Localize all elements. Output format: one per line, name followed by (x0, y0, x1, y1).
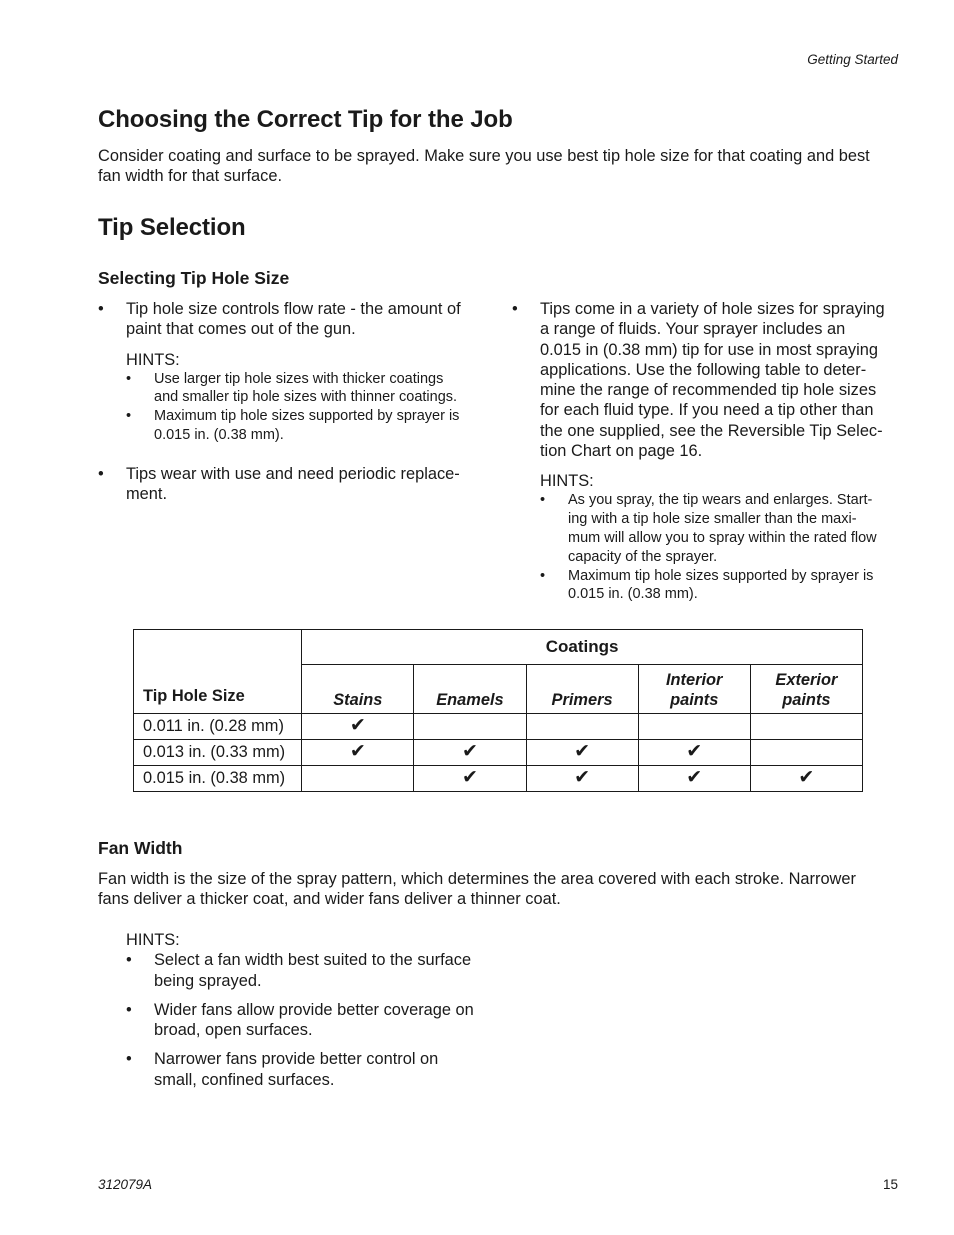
column-header: Exterior paints (750, 665, 862, 714)
size-cell: 0.015 in. (0.38 mm) (134, 766, 302, 792)
text-line: As you spray, the tip wears and enlarges. Start- (568, 492, 873, 509)
bullet-icon: • (98, 464, 104, 483)
table-row (134, 766, 863, 792)
text-line: 0.015 in (0.38 mm) tip for use in most spraying (540, 340, 878, 359)
check-icon: ✔ (526, 766, 638, 792)
doc-number: 312079A (98, 1177, 153, 1192)
bullet-icon: • (540, 567, 546, 584)
fan-width-body (98, 869, 908, 910)
text-line: Fan width is the size of the spray pattern, which determines the area covered with each stroke. Narrower (98, 870, 856, 888)
bullet-icon: • (540, 492, 546, 509)
size-cell: 0.011 in. (0.28 mm) (134, 714, 302, 740)
hints-block (98, 350, 488, 445)
check-icon (526, 714, 638, 740)
hint-item (540, 491, 907, 566)
hint-item (126, 407, 488, 445)
text-line: Use larger tip hole sizes with thicker coatings (154, 370, 444, 387)
check-icon: ✔ (526, 740, 638, 766)
table-row (134, 714, 863, 740)
hint-item (126, 1049, 506, 1090)
text-line: tion Chart on page 16. (540, 442, 703, 461)
check-icon: ✔ (638, 766, 750, 792)
hint-item (126, 1000, 506, 1041)
bullet-icon: • (126, 370, 132, 387)
hole-size-right-column (512, 299, 907, 604)
text-line: Tips wear with use and need periodic replace- (126, 464, 460, 483)
bullet-icon: • (126, 951, 132, 970)
text-line: mum will allow you to spray within the rated flow (568, 529, 877, 546)
hole-size-title: Selecting Tip Hole Size (98, 268, 290, 288)
text-line: Select a fan width best suited to the surface (154, 951, 472, 970)
table-header-row (134, 630, 863, 665)
check-icon: ✔ (638, 740, 750, 766)
check-icon (302, 766, 414, 792)
text-line: Consider coating and surface to be sprayed. Make sure you use best tip hole size for that coating and best (98, 147, 870, 165)
check-icon: ✔ (302, 740, 414, 766)
text-line: ment. (126, 485, 167, 504)
text-line: applications. Use the following table to deter- (540, 360, 867, 379)
text-line: being sprayed. (154, 971, 262, 990)
check-icon (750, 714, 862, 740)
hint-item (540, 567, 907, 605)
hints-label: HINTS: (126, 350, 180, 369)
text-line: Tip hole size controls flow rate - the amount of (126, 300, 461, 318)
bullet-icon: • (98, 300, 104, 318)
hints-label: HINTS: (540, 472, 594, 491)
bullet-icon: • (126, 1000, 132, 1019)
check-icon: ✔ (414, 766, 526, 792)
column-header: Stains (302, 665, 414, 714)
check-icon (750, 740, 862, 766)
tip-hole-size-table (133, 629, 863, 792)
hole-size-left-column (98, 299, 488, 504)
bullet-item (98, 464, 488, 505)
text-line: ing with a tip hole size smaller than the maxi- (568, 511, 857, 528)
bullet-item (512, 299, 907, 461)
size-cell: 0.013 in. (0.33 mm) (134, 740, 302, 766)
hint-item (126, 950, 506, 991)
bullet-icon: • (126, 408, 132, 425)
text-line: fans deliver a thicker coat, and wider fans deliver a thinner coat. (98, 890, 561, 909)
text-line: Maximum tip hole sizes supported by sprayer is (154, 408, 460, 425)
text-line: for each fluid type. If you need a tip other than (540, 401, 874, 420)
hint-item (126, 370, 488, 408)
page-number: 15 (882, 1177, 898, 1192)
fan-width-title: Fan Width (98, 838, 183, 858)
text-line: capacity of the sprayer. (568, 548, 718, 565)
text-line: the one supplied, see the Reversible Tip Selec- (540, 421, 883, 440)
check-icon: ✔ (414, 740, 526, 766)
bullet-icon: • (126, 1050, 132, 1069)
text-line: Maximum tip hole sizes supported by sprayer is (568, 567, 874, 584)
check-icon: ✔ (302, 714, 414, 740)
column-header: Interior paints (638, 665, 750, 714)
text-line: a range of fluids. Your sprayer includes an (540, 320, 846, 339)
running-header: Getting Started (807, 52, 898, 67)
text-line: Tips come in a variety of hole sizes for spraying (540, 300, 885, 318)
text-line: and smaller tip hole sizes with thinner coatings. (154, 389, 458, 406)
tip-selection-title: Tip Selection (98, 214, 246, 241)
check-icon (638, 714, 750, 740)
hints-label: HINTS: (126, 931, 180, 949)
text-line: 0.015 in. (0.38 mm). (154, 426, 284, 443)
text-line: Narrower fans provide better control on (154, 1050, 439, 1069)
choosing-body (98, 146, 908, 187)
choosing-title: Choosing the Correct Tip for the Job (98, 106, 513, 133)
column-header: Primers (526, 665, 638, 714)
text-line: Wider fans allow provide better coverage on (154, 1000, 474, 1019)
text-line: small, confined surfaces. (154, 1070, 335, 1089)
check-icon (414, 714, 526, 740)
group-header-cell: Coatings (302, 630, 863, 665)
fan-hints-block (126, 930, 506, 1090)
text-line: fan width for that surface. (98, 167, 283, 186)
text-line: paint that comes out of the gun. (126, 320, 356, 339)
text-line: mine the range of recommended tip hole sizes (540, 381, 877, 400)
hints-block (512, 471, 907, 604)
text-line: 0.015 in. (0.38 mm). (568, 586, 698, 603)
bullet-icon: • (512, 300, 518, 318)
table-row (134, 740, 863, 766)
check-icon: ✔ (750, 766, 862, 792)
column-header: Enamels (414, 665, 526, 714)
bullet-item (98, 299, 488, 340)
text-line: broad, open surfaces. (154, 1021, 313, 1040)
row-header-cell: Tip Hole Size (134, 630, 302, 714)
